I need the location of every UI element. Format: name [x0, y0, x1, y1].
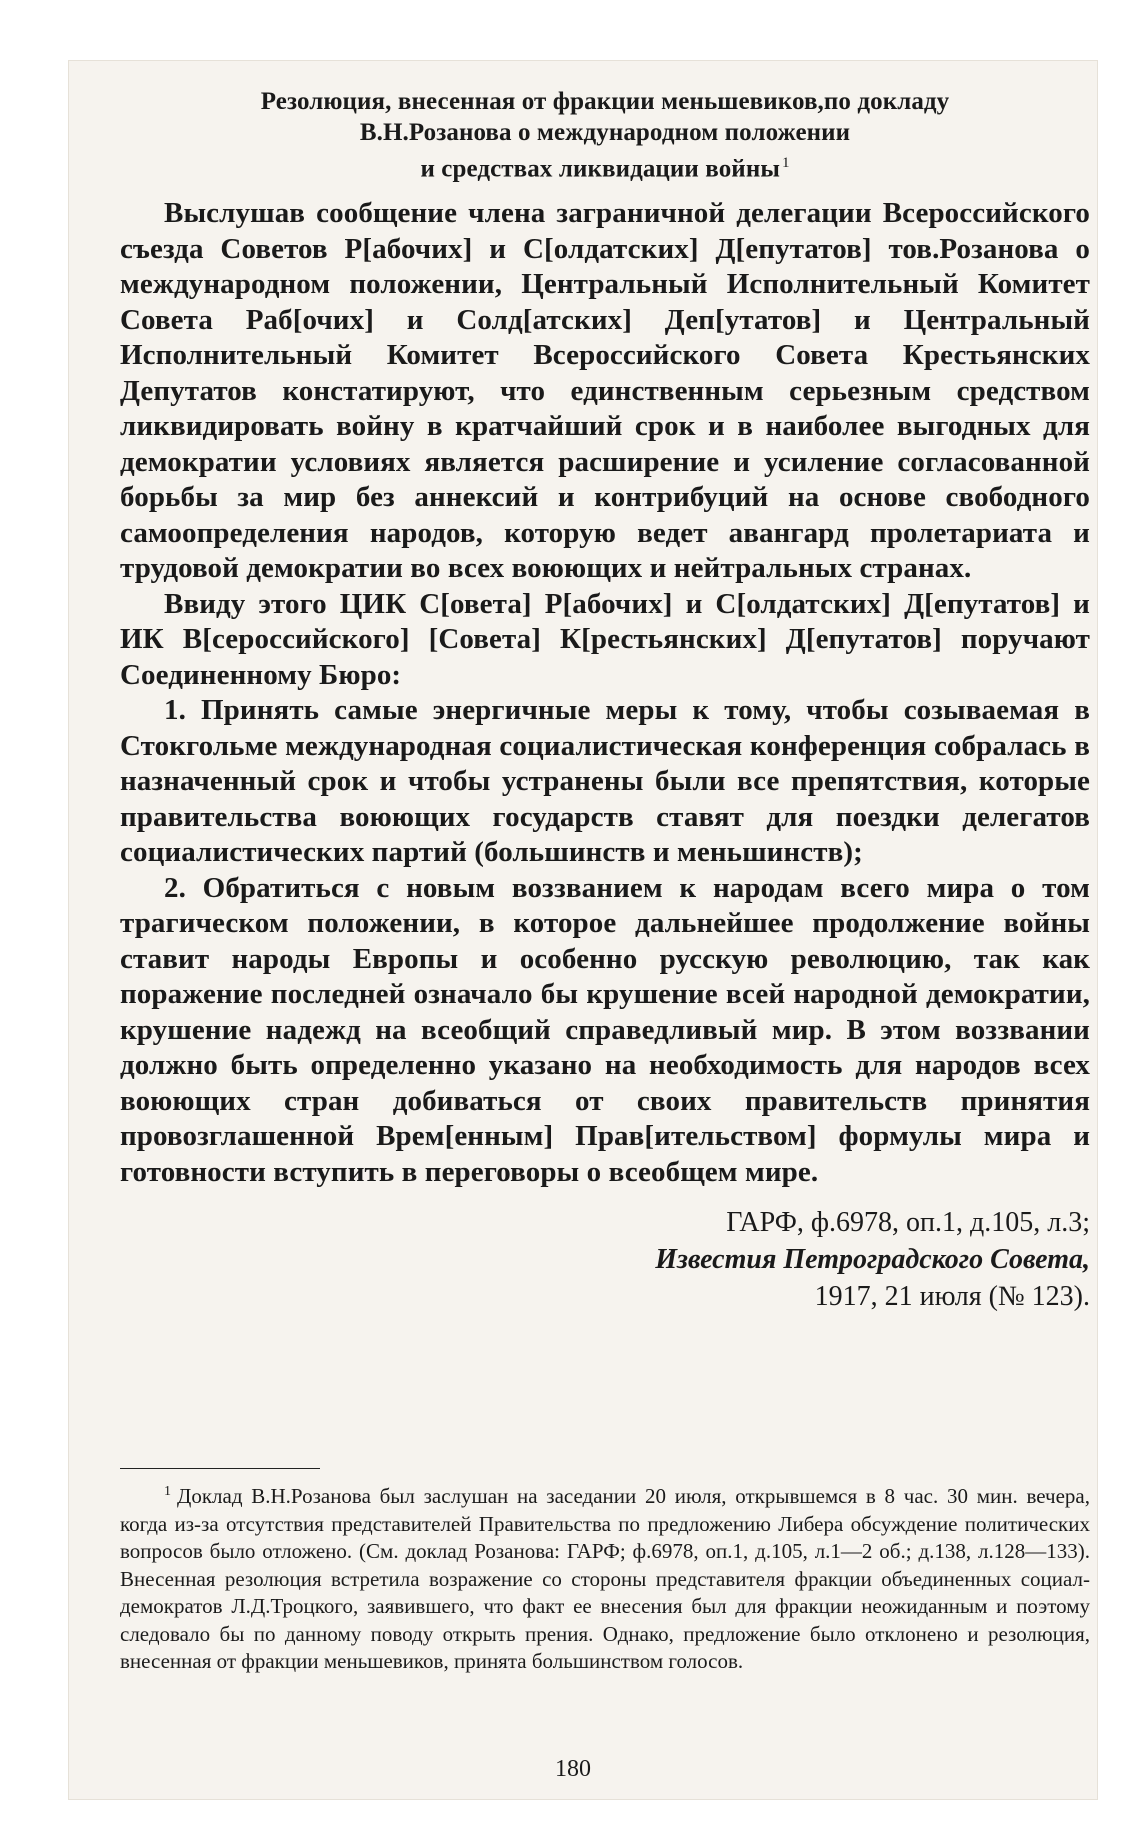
- paragraph-item-1: 1. Принять самые энергичные меры к тому, чтобы созываемая в Стокгольме международная социалистическая конференция собралась в назначенный срок и чтобы устранены были все препятствия, которые правительства воюющих государств ставят для поездки делегатов социалистических партий (большинств и меньшинств);: [120, 694, 1090, 869]
- page-number: 180: [555, 1756, 591, 1782]
- title-line-2: В.Н.Розанова о международном положении: [359, 119, 851, 146]
- footnote-divider: [120, 1468, 320, 1469]
- paragraph-1: Выслушав сообщение члена заграничной делегации Всероссийского съезда Советов Р[абочих] и С[олдатских] Д[епутатов] тов.Розанова о международном положении, Центральный Исполнительный Комитет Совета Раб[очих] и Солд[атских] Деп[утатов] и Центральный Исполнительный Комитет Всероссийского Совета Крестьянских Депутатов констатируют, что единственным серьезным средством ликвидировать войну в кратчайший срок и в наиболее выгодных для демократии условиях является расширение и усиление согласованной борьбы за мир без аннексий и контрибуций на основе свободного самоопределения народов, которую ведет авангард пролетариата и трудовой демократии во всех воюющих и нейтральных странах.: [120, 197, 1090, 585]
- footnote: [120, 1478, 1090, 1676]
- source-citation: [120, 1204, 1090, 1315]
- source-archive: ГАРФ, ф.6978, оп.1, д.105, л.3;: [726, 1207, 1090, 1239]
- resolution-title: [120, 86, 1090, 184]
- title-line-1: Резолюция, внесенная от фракции меньшевиков,по докладу: [260, 88, 950, 115]
- title-line-3: [120, 148, 1090, 184]
- title-footnote-mark: 1: [781, 155, 790, 171]
- source-issue: 1917, 21 июля (№ 123).: [814, 1281, 1090, 1313]
- paragraph-2: Ввиду этого ЦИК С[овета] Р[абочих] и С[олдатских] Д[епутатов] и ИК В[сероссийского] [Совета] К[рестьянских] Д[епутатов] поручают Соединенному Бюро:: [120, 587, 1090, 691]
- paragraph-item-2: 2. Обратиться с новым воззванием к народам всего мира о том трагическом положении, в которое дальнейшее продолжение войны ставит народы Европы и особенно русскую революцию, так как поражение последней означало бы крушение всей народной демократии, крушение надежд на всеобщий справедливый мир. В этом воззвании должно быть определенно указано на необходимость для народов всех воюющих стран добиваться от своих правительств принятия провозглашенной Врем[енным] Прав[ительством] формулы мира и готовности вступить в переговоры о всеобщем мире.: [120, 871, 1090, 1188]
- footnote-mark: 1: [164, 1484, 171, 1499]
- source-journal: Известия Петроградского Совета,: [655, 1244, 1090, 1276]
- footnote-text: Доклад В.Н.Розанова был заслушан на заседании 20 июля, открывшемся в 8 час. 30 мин. вечера, когда из-за отсутствия представителей Правительства по предложению Либера обсуждение политических вопросов было отложено. (См. доклад Розанова: ГАРФ; ф.6978, оп.1, д.105, л.1—2 об.; д.138, л.128—133). Внесенная резолюция встретила возражение со стороны представителя фракции объединенных социал-демократов Л.Д.Троцкого, заявившего, что факт ее внесения был для фракции неожиданным и поэтому следовало бы по данному поводу открыть прения. Однако, предложение было отклонено и резолюция, внесенная от фракции меньшевиков, принята большинством голосов.: [120, 1484, 1090, 1673]
- main-column: [120, 86, 1090, 1315]
- title-line-3-text: и средствах ликвидации войны: [420, 155, 780, 183]
